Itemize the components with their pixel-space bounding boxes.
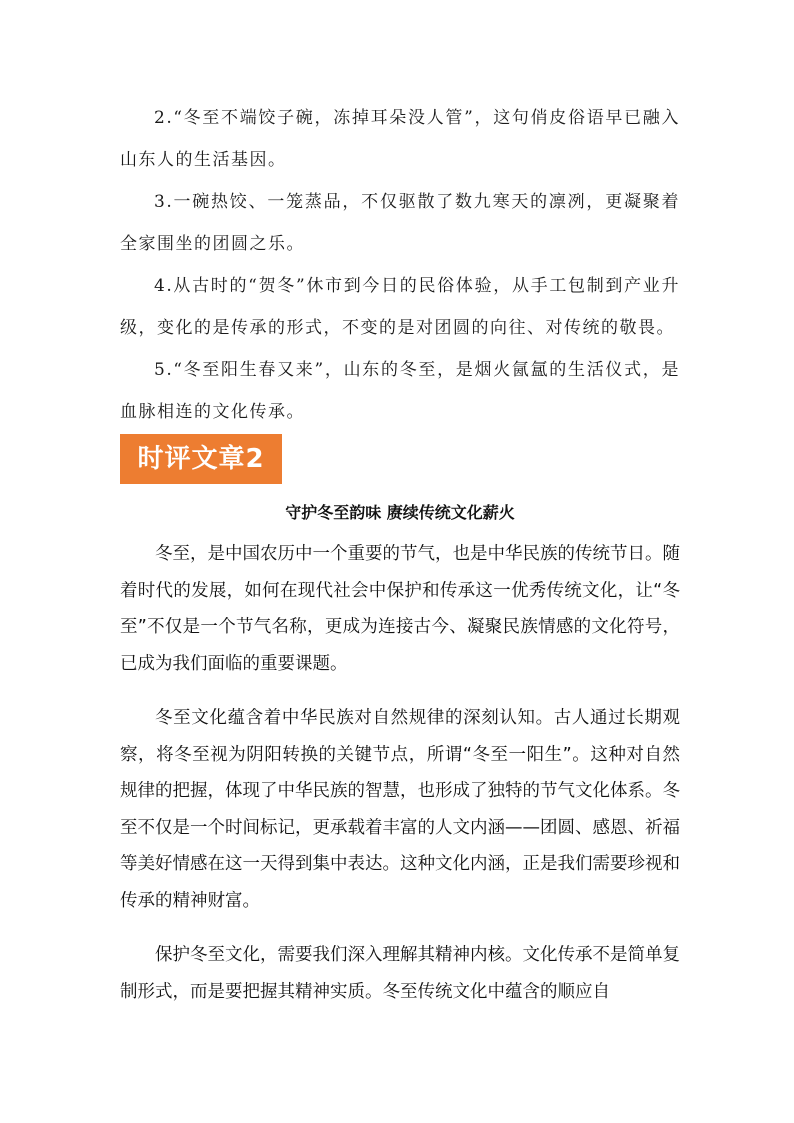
list-item: 4.从古时的“贺冬”休市到今日的民俗体验，从手工包制到产业升级，变化的是传承的形式，不变的是对团圆的向往、对传统的敬畏。 (120, 276, 680, 338)
list-item: 2.“冬至不端饺子碗，冻掉耳朵没人管”，这句俏皮俗语早已融入山东人的生活基因。 (120, 108, 680, 170)
article-paragraph: 保护冬至文化，需要我们深入理解其精神内核。文化传承不是简单复制形式，而是要把握其精神实质。冬至传统文化中蕴含的顺应自 (120, 945, 680, 1002)
list-item: 5.“冬至阳生春又来”，山东的冬至，是烟火氤氲的生活仪式，是血脉相连的文化传承。 (120, 360, 680, 422)
article-title: 守护冬至韵味 赓续传统文化薪火 (285, 503, 515, 522)
list-item: 3.一碗热饺、一笼蒸品，不仅驱散了数九寒天的凛冽，更凝聚着全家围坐的团圆之乐。 (120, 192, 680, 254)
article-paragraph: 冬至，是中国农历中一个重要的节气，也是中华民族的传统节日。随着时代的发展，如何在现代社会中保护和传承这一优秀传统文化，让“冬至”不仅是一个节气名称，更成为连接古今、凝聚民族情感的文化符号，已成为我们面临的重要课题。 (120, 544, 680, 674)
article-paragraph: 冬至文化蕴含着中华民族对自然规律的深刻认知。古人通过长期观察，将冬至视为阴阳转换的关键节点，所谓“冬至一阳生”。这种对自然规律的把握，体现了中华民族的智慧，也形成了独特的节气文化体系。冬至不仅是一个时间标记，更承载着丰富的人文内涵——团圆、感恩、祈福等美好情感在这一天得到集中表达。这种文化内涵，正是我们需要珍视和传承的精神财富。 (120, 708, 680, 911)
section-badge: 时评文章2 (120, 434, 282, 484)
